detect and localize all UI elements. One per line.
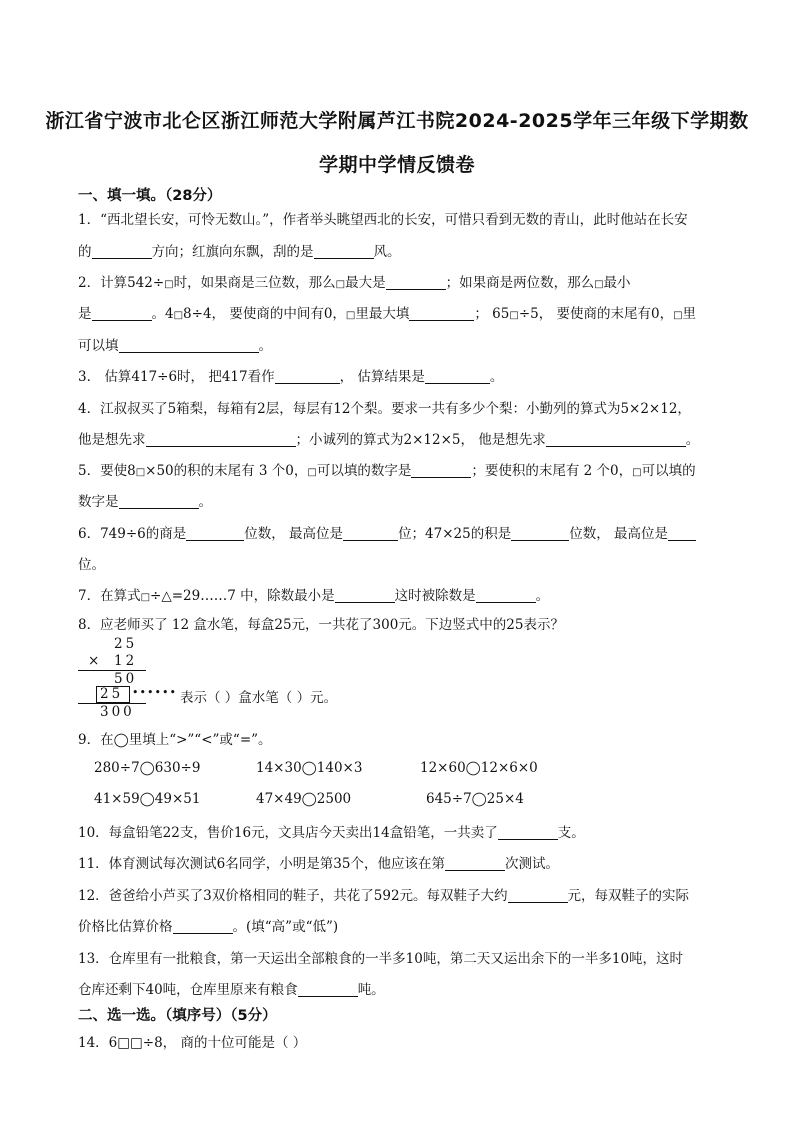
q6-line-1: 6．749÷6的商是 位数， 最高位是 位；47×25的积是 位数， 最高位是 <box>78 522 748 542</box>
answer-blank[interactable] <box>92 306 152 321</box>
compare-item: 14×30◯140×3 <box>256 760 363 776</box>
q12-line-1: 12．爸爸给小芦买了3双价格相同的鞋子，共花了592元。每双鞋子大约 元，每双鞋子的实际 <box>78 888 690 904</box>
answer-blank[interactable] <box>511 526 569 541</box>
q5-line-1: 5．要使8□×50的积的末尾有 3 个0，□可以填的数字是 ；要使积的末尾有 2 个0，□可以填的 <box>78 463 696 479</box>
q3-line: 3． 估算417÷6时， 把417看作 ， 估算结果是 。 <box>78 369 504 385</box>
q4-line-1: 4．江叔叔买了5箱梨，每箱有2层，每层有12个梨。要求一共有多少个梨：小勤列的算式为5×2×12， <box>78 401 691 417</box>
answer-blank[interactable] <box>314 244 374 259</box>
answer-blank[interactable] <box>546 432 686 447</box>
q1-line-1: 1．“西北望长安，可怜无数山。”，作者举头眺望西北的长安，可惜只看到无数的青山，此时他站在长安 <box>78 212 688 228</box>
answer-blank[interactable] <box>668 526 696 541</box>
section-fill-in: 一、填一填。（28分） <box>78 188 222 204</box>
calc-pointer-dots: •••••• <box>132 686 177 699</box>
q4-line-2: 他是想先求 ；小诚列的算式为2×12×5， 他是想先求 。 <box>78 432 700 448</box>
q2-line-2: 是 。4□8÷4， 要使商的中间有0，□里最大填 ； 65□÷5， 要使商的末尾有0，□里 <box>78 306 697 322</box>
answer-blank[interactable] <box>425 369 490 384</box>
q10-line: 10．每盒铅笔22支，售价16元，文具店今天卖出14盒铅笔，一共卖了 支。 <box>78 825 585 841</box>
compare-item: 280÷7◯630÷9 <box>94 760 201 776</box>
q14-line: 14．6□□÷8， 商的十位可能是（ ） <box>78 1035 307 1051</box>
answer-blank[interactable] <box>173 919 233 934</box>
calc-row-multiplicand: 25 <box>114 636 138 652</box>
calc-row-multiplier: 12 <box>114 653 138 669</box>
q13-line-2: 仓库还剩下40吨，仓库里原来有粮食 吨。 <box>78 982 385 998</box>
calc-note: 表示（ ）盒水笔（ ）元。 <box>180 690 338 706</box>
vertical-multiplication <box>78 636 378 720</box>
q7-line: 7．在算式□÷△=29……7 中，除数最小是 这时被除数是 。 <box>78 588 550 604</box>
q8-line: 8．应老师买了 12 盒水笔，每盒25元，一共花了300元。下边竖式中的25表示？ <box>78 617 564 633</box>
q9-line: 9．在◯里填上“>”“<”或“=”。 <box>78 732 272 748</box>
answer-blank[interactable] <box>476 588 536 603</box>
section-multiple-choice: 二、选一选。（填序号）（5分） <box>78 1008 277 1024</box>
q2-line-3: 可以填 。 <box>78 338 272 354</box>
compare-item: 41×59◯49×51 <box>94 791 201 807</box>
q2-line-1: 2．计算542÷□时，如果商是三位数，那么□最大是 ；如果商是两位数，那么□最小 <box>78 275 631 291</box>
compare-item: 47×49◯2500 <box>256 791 352 807</box>
calc-row-product: 300 <box>100 704 135 720</box>
compare-item: 12×60◯12×6×0 <box>420 760 538 776</box>
title-line-1: 浙江省宁波市北仑区浙江师范大学附属芦江书院2024-2025学年三年级下学期数 <box>45 110 749 132</box>
answer-blank[interactable] <box>119 494 199 509</box>
answer-blank[interactable] <box>186 526 244 541</box>
q5-line-2: 数字是 。 <box>78 494 212 510</box>
answer-blank[interactable] <box>411 463 471 478</box>
q1-line-2: 的 方向；红旗向东飘，刮的是 风。 <box>78 244 401 260</box>
q13-line-1: 13．仓库里有一批粮食，第一天运出全部粮食的一半多10吨，第二天又运出余下的一半多10吨，这时 <box>78 951 684 967</box>
title-line-2: 学期中学情反馈卷 <box>318 154 475 176</box>
answer-blank[interactable] <box>275 369 340 384</box>
answer-blank[interactable] <box>119 338 259 353</box>
q11-line: 11．体育测试每次测试6名同学，小明是第35个，他应该在第 次测试。 <box>78 856 559 872</box>
answer-blank[interactable] <box>343 526 398 541</box>
answer-blank[interactable] <box>146 432 296 447</box>
answer-blank[interactable] <box>445 856 505 871</box>
answer-blank[interactable] <box>409 306 474 321</box>
q12-line-2: 价格比估算价格 。(填“高”或“低”) <box>78 919 339 935</box>
answer-blank[interactable] <box>298 982 358 997</box>
answer-blank[interactable] <box>386 275 446 290</box>
calc-row-partial-2: 25 <box>100 686 124 702</box>
calc-row-partial-1: 50 <box>114 671 138 687</box>
answer-blank[interactable] <box>92 244 152 259</box>
compare-item: 645÷7◯25×4 <box>426 791 524 807</box>
answer-blank[interactable] <box>508 888 568 903</box>
calc-multiply-sign: × <box>88 653 103 669</box>
answer-blank[interactable] <box>498 825 558 840</box>
answer-blank[interactable] <box>335 588 395 603</box>
q6-line-2: 位。 <box>78 557 105 573</box>
